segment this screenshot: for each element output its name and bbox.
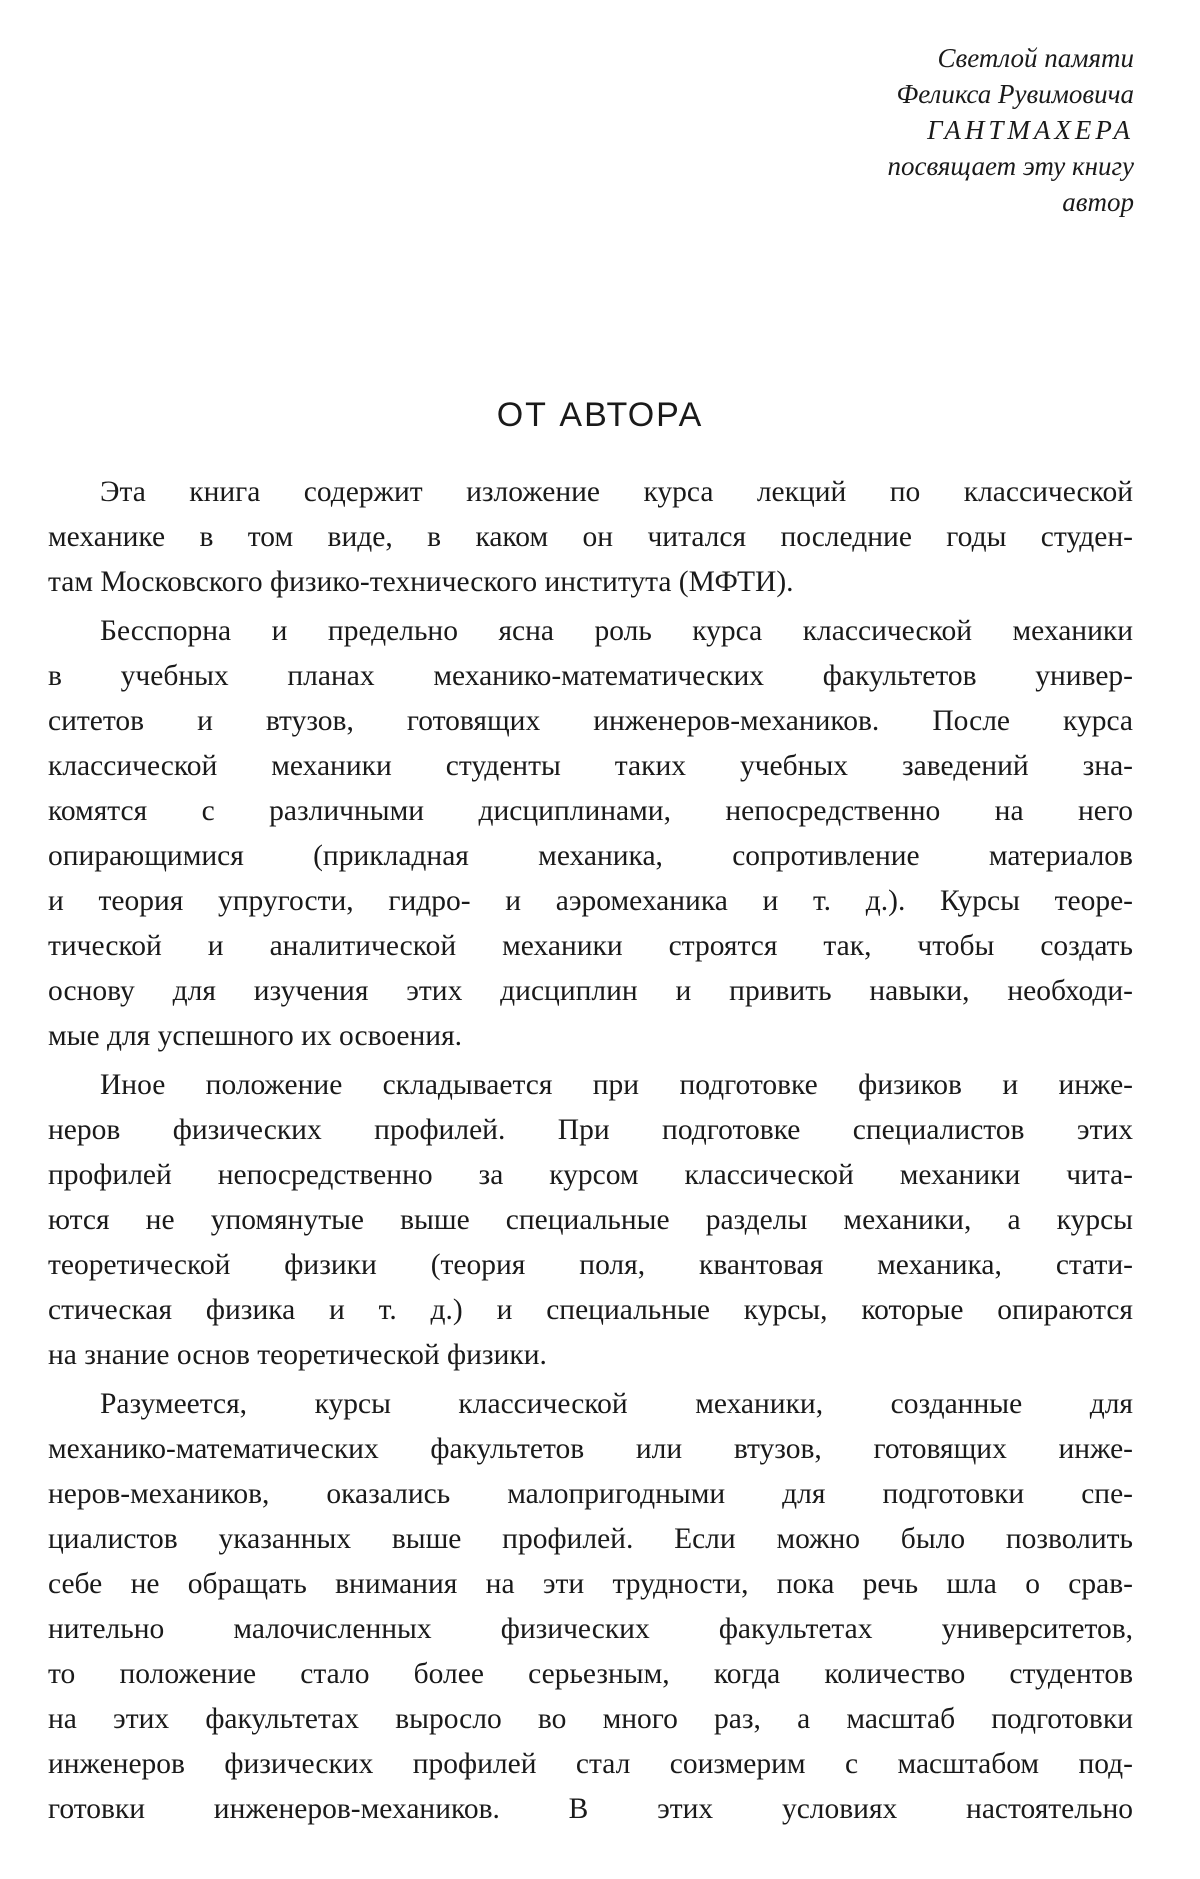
text-line: профилей непосредственно за курсом классической механики чита-: [48, 1159, 1133, 1191]
text-line: нительно малочисленных физических факультетах университетов,: [48, 1613, 1133, 1645]
text-line: в учебных планах механико-математических факультетов универ-: [48, 660, 1133, 692]
text-line: ются не упомянутые выше специальные разделы механики, а курсы: [48, 1204, 1133, 1236]
text-line: теоретической физики (теория поля, квантовая механика, стати-: [48, 1249, 1133, 1281]
paragraph: [48, 470, 1133, 605]
text-line: там Московского физико-технического института (МФТИ).: [48, 566, 794, 598]
text-line: классической механики студенты таких учебных заведений зна-: [48, 750, 1133, 782]
text-line: Бесспорна и предельно ясна роль курса классической механики: [100, 615, 1133, 647]
section-heading: ОТ АВТОРА: [496, 396, 704, 434]
text-line: Разумеется, курсы классической механики, созданные для: [100, 1388, 1133, 1420]
text-line: неров-механиков, оказались малопригодными для подготовки спе-: [48, 1478, 1133, 1510]
text-line: механико-математических факультетов или втузов, готовящих инже-: [48, 1433, 1133, 1465]
dedication-line-3: ГАНТМАХЕРА: [927, 115, 1134, 145]
text-line: и теория упругости, гидро- и аэромеханика и т. д.). Курсы теоре-: [48, 885, 1133, 917]
dedication-line-1: Светлой памяти: [937, 43, 1134, 73]
text-line: инженеров физических профилей стал соизмерим с масштабом под-: [48, 1748, 1133, 1780]
paragraph: [48, 1063, 1133, 1378]
paragraph: [48, 609, 1133, 1059]
text-line: комятся с различными дисциплинами, непосредственно на него: [48, 795, 1133, 827]
text-line: на этих факультетах выросло во много раз, а масштаб подготовки: [48, 1703, 1133, 1735]
text-line: Эта книга содержит изложение курса лекций по классической: [100, 476, 1133, 508]
text-line: стическая физика и т. д.) и специальные курсы, которые опираются: [48, 1294, 1133, 1326]
dedication-line-2: Феликса Рувимовича: [896, 79, 1134, 109]
paragraph: [48, 1382, 1133, 1832]
text-line: механике в том виде, в каком он читался последние годы студен-: [48, 521, 1133, 553]
text-line: то положение стало более серьезным, когда количество студентов: [48, 1658, 1133, 1690]
dedication-line-4: посвящает эту книгу: [887, 151, 1134, 181]
text-line: основу для изучения этих дисциплин и привить навыки, необходи-: [48, 975, 1133, 1007]
dedication-line-5: автор: [1062, 187, 1134, 217]
text-line: циалистов указанных выше профилей. Если можно было позволить: [48, 1523, 1133, 1555]
text-line: на знание основ теоретической физики.: [48, 1339, 547, 1371]
text-line: мые для успешного их освоения.: [48, 1020, 463, 1052]
body-text: [48, 470, 1133, 1836]
text-line: опирающимися (прикладная механика, сопротивление материалов: [48, 840, 1133, 872]
text-line: себе не обращать внимания на эти трудности, пока речь шла о срав-: [48, 1568, 1133, 1600]
text-line: ситетов и втузов, готовящих инженеров-механиков. После курса: [48, 705, 1133, 737]
text-line: тической и аналитической механики строятся так, чтобы создать: [48, 930, 1133, 962]
text-line: готовки инженеров-механиков. В этих условиях настоятельно: [48, 1793, 1133, 1825]
dedication: [634, 40, 1134, 220]
text-line: неров физических профилей. При подготовке специалистов этих: [48, 1114, 1133, 1146]
text-line: Иное положение складывается при подготовке физиков и инже-: [100, 1069, 1133, 1101]
